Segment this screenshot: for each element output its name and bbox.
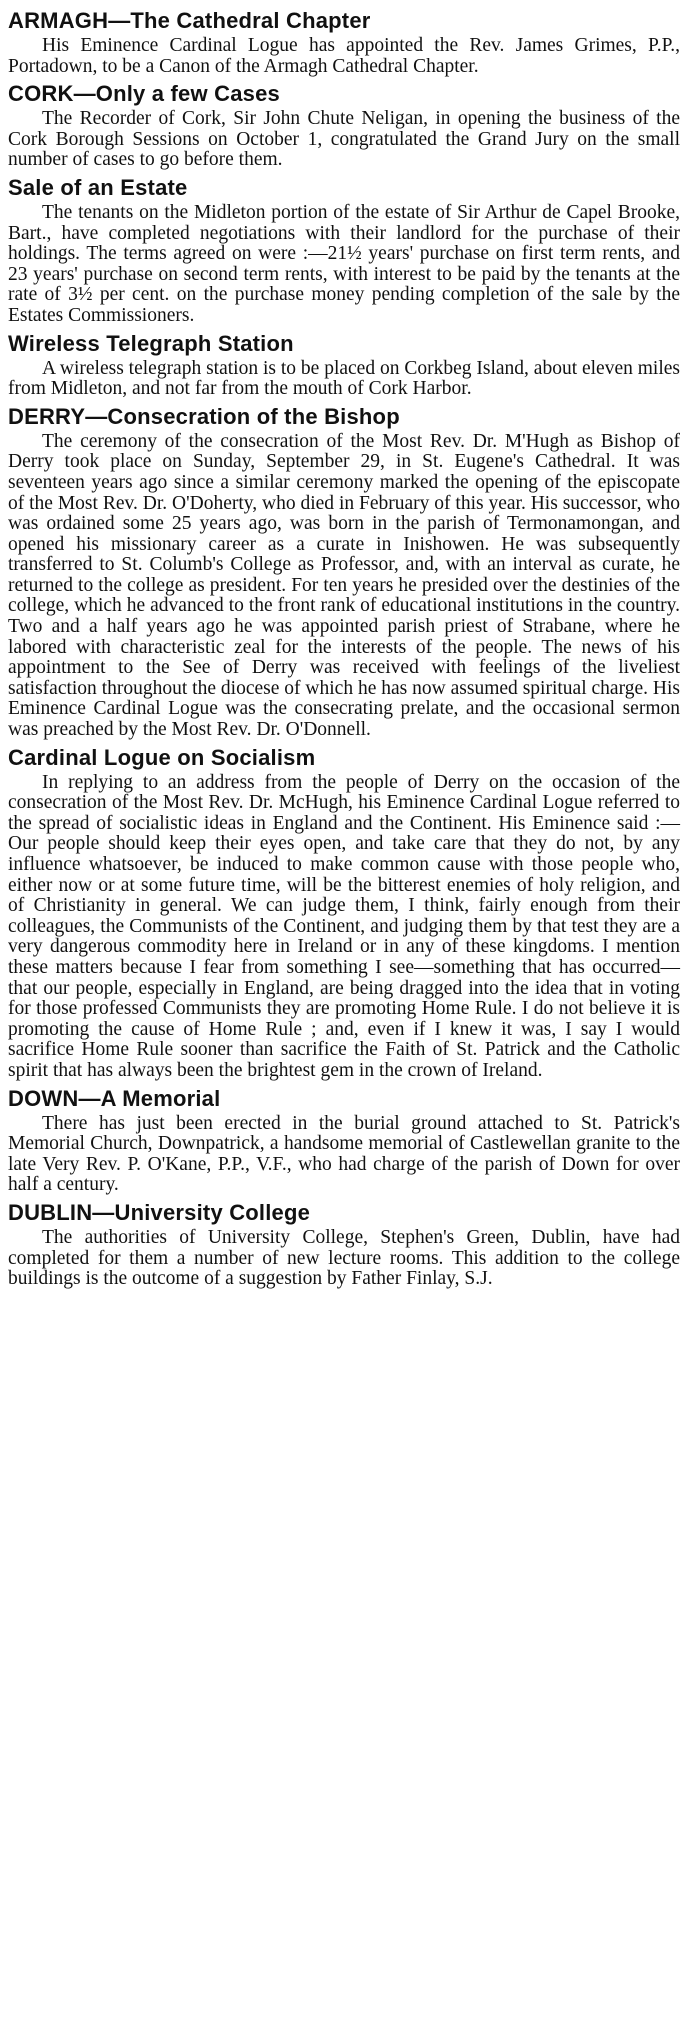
headline-down-memorial: DOWN—A Memorial (8, 1085, 221, 1111)
article-cardinal-socialism (8, 745, 680, 1082)
body-dublin-university: The authorities of University College, Stephen's Green, Dublin, have had completed for them a number of new lecture rooms. This addition to the college buildings is the outcome of a suggestion by Father Finlay, S.J. (8, 1226, 680, 1290)
headline-sale-of-estate: Sale of an Estate (8, 174, 188, 200)
body-cork: The Recorder of Cork, Sir John Chute Neligan, in opening the business of the Cork Borough Sessions on October 1, congratulated the Grand Jury on the small number of cases to go before them. (8, 108, 680, 171)
body-cardinal-socialism: In replying to an address from the people of Derry on the occasion of the consecration of the Most Rev. Dr. McHugh, his Eminence Cardinal Logue referred to the spread of socialistic ideas in England and the Continent. His Eminence said :—Our people should keep their eyes open, and take care that they do not, by any influence whatsoever, be induced to make common cause with those people who, either now or at some future time, will be the bitterest enemies of holy religion, and of Christianity in general. We can judge them, I think, fairly enough from their colleagues, the Communists of the Continent, and judging them by that test they are a very dangerous commodity here in Ireland or in any of these kingdoms. I mention these matters because I fear from something I see—something that has occurred—that our people, especially in England, are being dragged into the idea that in voting for those professed Communists they are promoting Home Rule. I do not believe it is promoting the cause of Home Rule ; and, even if I knew it was, I say I would sacrifice Home Rule sooner than sacrifice the Faith of St. Patrick and the Catholic spirit that has always been the brightest gem in the crown of Ireland. (8, 771, 680, 1081)
headline-wireless-station: Wireless Telegraph Station (8, 330, 294, 356)
article-derry-consecration (8, 404, 680, 741)
body-sale-of-estate: The tenants on the Midleton portion of the estate of Sir Arthur de Capel Brooke, Bart., have completed negotiations with their landlord for the purchase of their holdings. The terms agreed on were :—21½ years' purchase on first term rents, and 23 years' purchase on second term rents, with interest to be paid by the tenants at the rate of 3½ per cent. on the purchase money pending completion of the sale by the Estates Commissioners. (8, 201, 680, 326)
headline-cork: CORK—Only a few Cases (8, 81, 280, 107)
headline-armagh: ARMAGH—The Cathedral Chapter (8, 8, 371, 33)
article-wireless-station (8, 331, 680, 400)
headline-derry-consecration: DERRY—Consecration of the Bishop (8, 403, 400, 429)
article-cork (8, 81, 680, 171)
body-down-memorial: There has just been erected in the burial ground attached to St. Patrick's Memorial Church, Downpatrick, a handsome memorial of Castlewellan granite to the late Very Rev. P. O'Kane, P.P., V.F., who had charge of the parish of Down for over half a century. (8, 1112, 680, 1196)
article-dublin-university (8, 1200, 680, 1290)
body-wireless-station: A wireless telegraph station is to be placed on Corkbeg Island, about eleven miles from Midleton, and not far from the mouth of Cork Harbor. (8, 357, 680, 400)
article-sale-of-estate (8, 175, 680, 327)
headline-cardinal-socialism: Cardinal Logue on Socialism (8, 744, 316, 770)
body-derry-consecration: The ceremony of the consecration of the Most Rev. Dr. M'Hugh as Bishop of Derry took place on Sunday, September 29, in St. Eugene's Cathedral. It was seventeen years ago since a similar ceremony marked the opening of the episcopate of the Most Rev. Dr. O'Doherty, who died in February of this year. His successor, who was ordained some 25 years ago, was born in the parish of Termonamongan, and opened his missionary career as a curate in Inishowen. He was subsequently transferred to St. Columb's College as Professor, and, with an interval as curate, he returned to the college as president. For ten years he presided over the destinies of the college, which he advanced to the front rank of educational institutions in the country. Two and a half years ago he was appointed parish priest of Strabane, where he labored with characteristic zeal for the interests of the people. The news of his appointment to the See of Derry was received with feelings of the liveliest satisfaction throughout the diocese of which he has now assumed spiritual charge. His Eminence Cardinal Logue was the consecrating prelate, and the occasional sermon was preached by the Most Rev. Dr. O'Donnell. (8, 430, 680, 741)
article-down-memorial (8, 1086, 680, 1196)
headline-dublin-university: DUBLIN—University College (8, 1199, 311, 1225)
article-armagh (8, 8, 680, 77)
body-armagh: His Eminence Cardinal Logue has appointed the Rev. James Grimes, P.P., Portadown, to be a Canon of the Armagh Cathedral Chapter. (8, 35, 680, 77)
